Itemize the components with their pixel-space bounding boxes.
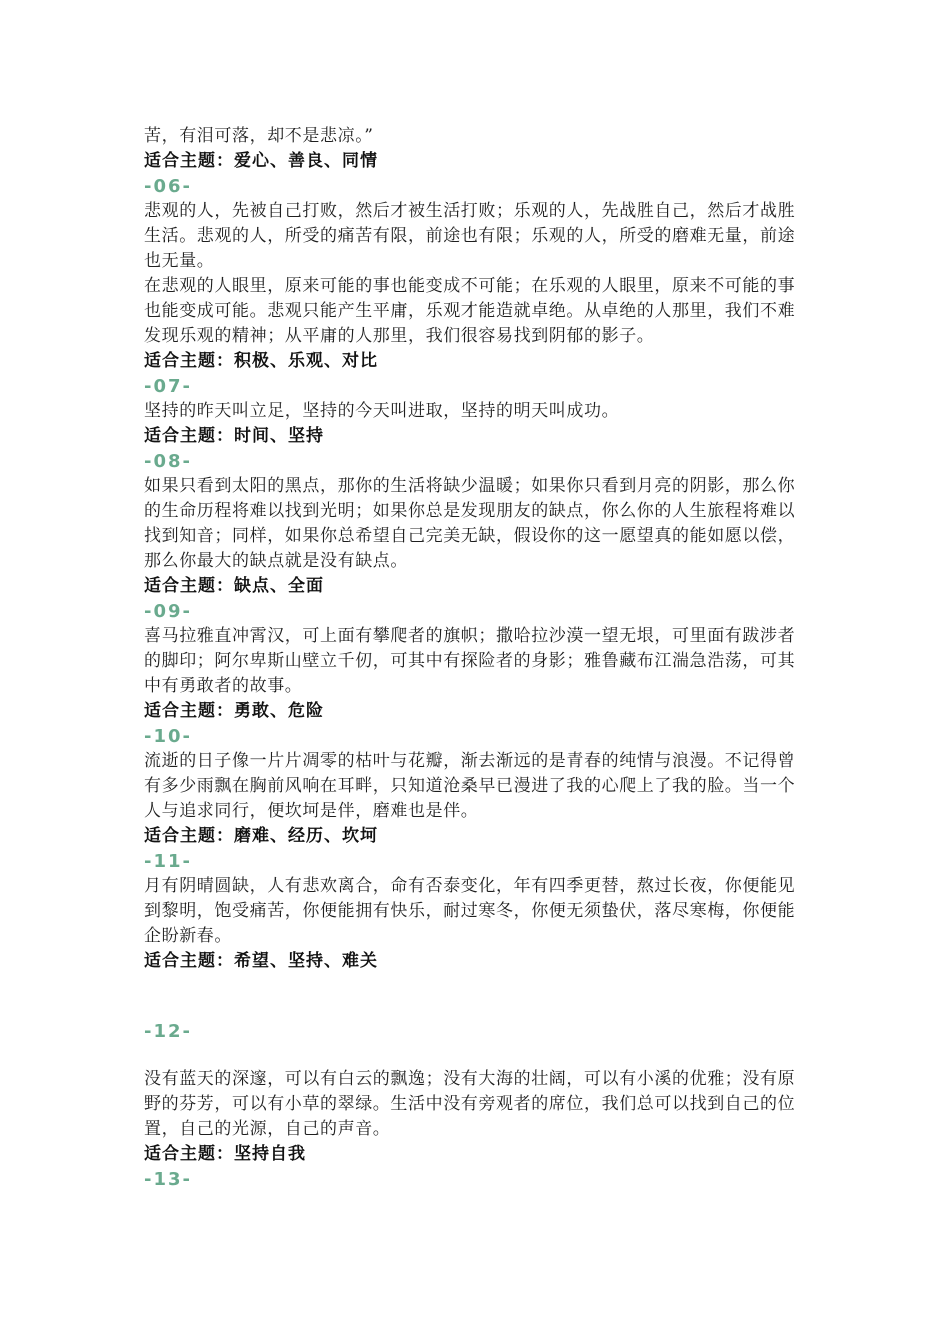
section-number-13: -13-: [144, 1169, 192, 1190]
sections-container: [144, 174, 806, 1167]
section-paragraph: 如果只看到太阳的黑点，那你的生活将缺少温暖；如果你只看到月亮的阴影，那么你的生命历程将难以找到光明；如果你总是发现朋友的缺点，你么你的人生旅程将难以找到知音；同样，如果你总希望自己完美无缺，假设你的这一愿望真的能如愿以偿，那么你最大的缺点就是没有缺点。: [144, 476, 796, 571]
section-number: -07-: [144, 376, 192, 397]
section-theme: 适合主题：缺点、全面: [144, 576, 324, 596]
section-number: -11-: [144, 851, 192, 872]
section-number: -10-: [144, 726, 192, 747]
section-paragraph: 喜马拉雅直冲霄汉，可上面有攀爬者的旗帜；撒哈拉沙漠一望无垠，可里面有跋涉者的脚印；阿尔卑斯山壁立千仞，可其中有探险者的身影；雅鲁藏布江湍急浩荡，可其中有勇敢者的故事。: [144, 626, 796, 696]
section-paragraph: 在悲观的人眼里，原来可能的事也能变成不可能；在乐观的人眼里，原来不可能的事也能变成可能。悲观只能产生平庸，乐观才能造就卓绝。从卓绝的人那里，我们不难发现乐观的精神；从平庸的人那里，我们很容易找到阴郁的影子。: [144, 276, 796, 346]
section-number: -06-: [144, 176, 192, 197]
intro-theme: 适合主题：爱心、善良、同情: [144, 151, 378, 171]
section-paragraph: 月有阴晴圆缺，人有悲欢离合，命有否泰变化，年有四季更替，熬过长夜，你便能见到黎明，饱受痛苦，你便能拥有快乐，耐过寒冬，你便无须蛰伏，落尽寒梅，你便能企盼新春。: [144, 876, 796, 946]
section-theme: 适合主题：勇敢、危险: [144, 701, 324, 721]
section-paragraph: 坚持的昨天叫立足，坚持的今天叫进取，坚持的明天叫成功。: [144, 401, 620, 421]
section-paragraph: 悲观的人，先被自己打败，然后才被生活打败；乐观的人，先战胜自己，然后才战胜生活。悲观的人，所受的痛苦有限，前途也有限；乐观的人，所受的磨难无量，前途也无量。: [144, 201, 796, 271]
section-theme: 适合主题：积极、乐观、对比: [144, 351, 378, 371]
section-number: -09-: [144, 601, 192, 622]
intro-paragraph-tail: 苦，有泪可落，却不是悲凉。”: [144, 126, 374, 146]
section-paragraph: 流逝的日子像一片片凋零的枯叶与花瓣，渐去渐远的是青春的纯情与浪漫。不记得曾有多少雨飘在胸前风响在耳畔，只知道沧桑早已漫进了我的心爬上了我的脸。当一个人与追求同行，便坎坷是伴，磨难也是伴。: [144, 751, 796, 821]
section-number: -08-: [144, 451, 192, 472]
section-theme: 适合主题：时间、坚持: [144, 426, 324, 446]
section-number: -12-: [144, 1021, 192, 1042]
section-theme: 适合主题：坚持自我: [144, 1144, 306, 1164]
section-theme: 适合主题：希望、坚持、难关: [144, 951, 378, 971]
section-paragraph: 没有蓝天的深邃，可以有白云的飘逸；没有大海的壮阔，可以有小溪的优雅；没有原野的芬芳，可以有小草的翠绿。生活中没有旁观者的席位，我们总可以找到自己的位置，自己的光源，自己的声音。: [144, 1069, 796, 1139]
document-page: [144, 124, 806, 1192]
section-theme: 适合主题：磨难、经历、坎坷: [144, 826, 378, 846]
